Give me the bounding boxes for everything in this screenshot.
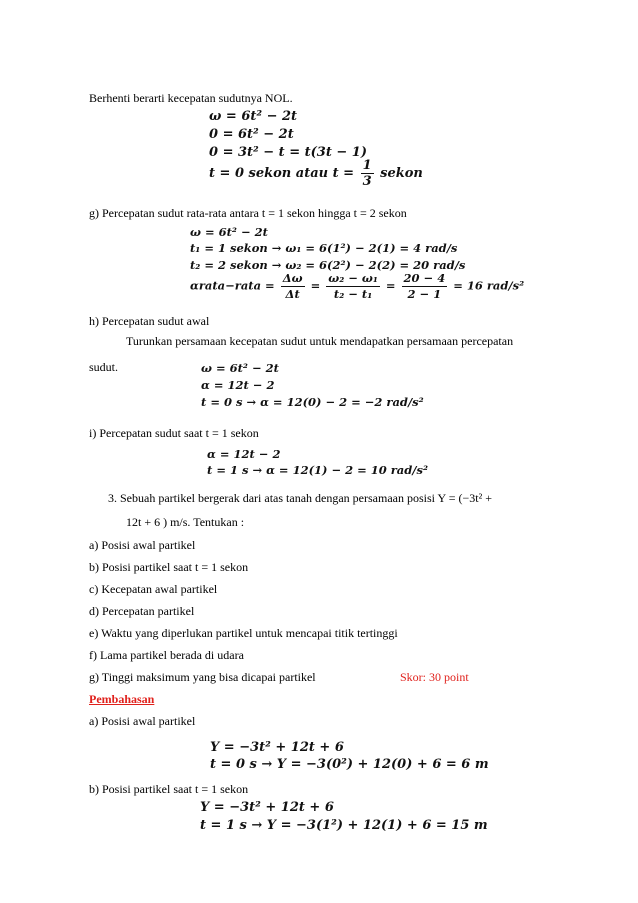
heading-h: h) Percepatan sudut awal	[89, 314, 210, 328]
equation-g-alpha	[190, 271, 524, 302]
fraction-values	[402, 271, 448, 302]
equation-i-result: t = 1 s → α = 12(1) − 2 = 10 rad/s²	[207, 463, 429, 477]
question-item-d: d) Percepatan partikel	[89, 604, 195, 618]
question-item-e: e) Waktu yang diperlukan partikel untuk mencapai titik tertinggi	[89, 626, 398, 640]
fraction-delta	[281, 271, 305, 302]
fraction-numerator: 1	[362, 158, 372, 173]
question-3-line1: 3. Sebuah partikel bergerak dari atas tanah dengan persamaan posisi Y = (−3t² +	[108, 491, 492, 505]
equation-i-alpha: α = 12t − 2	[207, 447, 281, 461]
equation-b-result: t = 1 s → Y = −3(1²) + 12(1) + 6 = 15 m	[200, 818, 488, 833]
fraction-denominator: 3	[362, 174, 372, 189]
discussion-item-b: b) Posisi partikel saat t = 1 sekon	[89, 782, 249, 796]
equation-a-position: Y = −3t² + 12t + 6	[210, 740, 344, 755]
fraction-numerator: 20 − 4	[403, 271, 446, 285]
question-item-c: c) Kecepatan awal partikel	[89, 582, 218, 596]
equation-b-position: Y = −3t² + 12t + 6	[200, 800, 334, 815]
discussion-heading: Pembahasan	[89, 692, 155, 706]
equals-sign: =	[385, 278, 396, 293]
heading-g: g) Percepatan sudut rata-rata antara t = 1 sekon hingga t = 2 sekon	[89, 206, 407, 220]
question-item-f: f) Lama partikel berada di udara	[89, 648, 244, 662]
alpha-result: = 16 rad/s²	[453, 278, 525, 293]
equation-g-omega: ω = 6t² − 2t	[190, 225, 268, 239]
paragraph-h-end: sudut.	[89, 360, 119, 374]
solution-text: t = 0 sekon atau t =	[209, 166, 355, 181]
discussion-item-a: a) Posisi awal partikel	[89, 714, 196, 728]
equation-h-alpha: α = 12t − 2	[201, 378, 275, 392]
question-item-a: a) Posisi awal partikel	[89, 538, 196, 552]
question-item-b: b) Posisi partikel saat t = 1 sekon	[89, 560, 249, 574]
question-3-line2: 12t + 6 ) m/s. Tentukan :	[126, 515, 245, 529]
equation-g-t2: t₂ = 2 sekon → ω₂ = 6(2²) − 2(2) = 20 rad/s	[190, 258, 466, 272]
fraction-numerator: Δω	[282, 271, 303, 285]
equals-sign: =	[310, 278, 321, 293]
question-item-g: g) Tinggi maksimum yang bisa dicapai partikel	[89, 670, 316, 684]
heading-i: i) Percepatan sudut saat t = 1 sekon	[89, 426, 259, 440]
fraction-one-third	[361, 158, 374, 189]
fraction-omega-diff	[326, 271, 380, 302]
alpha-avg-label: αrata−rata =	[190, 278, 275, 293]
equation-omega: ω = 6t² − 2t	[209, 109, 298, 124]
equation-solution	[209, 158, 423, 189]
equation-a-result: t = 0 s → Y = −3(0²) + 12(0) + 6 = 6 m	[210, 757, 489, 772]
equation-zero-1: 0 = 6t² − 2t	[209, 127, 294, 142]
fraction-denominator: t₂ − t₁	[333, 287, 373, 301]
score-label: Skor: 30 point	[400, 670, 469, 684]
paragraph-h	[126, 334, 547, 348]
fraction-numerator: ω₂ − ω₁	[328, 271, 378, 285]
fraction-denominator: Δt	[285, 287, 300, 301]
solution-unit: sekon	[380, 166, 423, 181]
text-berhenti: Berhenti berarti kecepatan sudutnya NOL.	[89, 91, 293, 105]
equation-h-omega: ω = 6t² − 2t	[201, 361, 279, 375]
equation-zero-2: 0 = 3t² − t = t(3t − 1)	[209, 145, 367, 160]
equation-g-t1: t₁ = 1 sekon → ω₁ = 6(1²) − 2(1) = 4 rad/s	[190, 241, 458, 255]
fraction-denominator: 2 − 1	[407, 287, 442, 301]
paragraph-h-line: Turunkan persamaan kecepatan sudut untuk mendapatkan persamaan percepatan	[126, 334, 514, 348]
equation-h-result: t = 0 s → α = 12(0) − 2 = −2 rad/s²	[201, 395, 424, 409]
